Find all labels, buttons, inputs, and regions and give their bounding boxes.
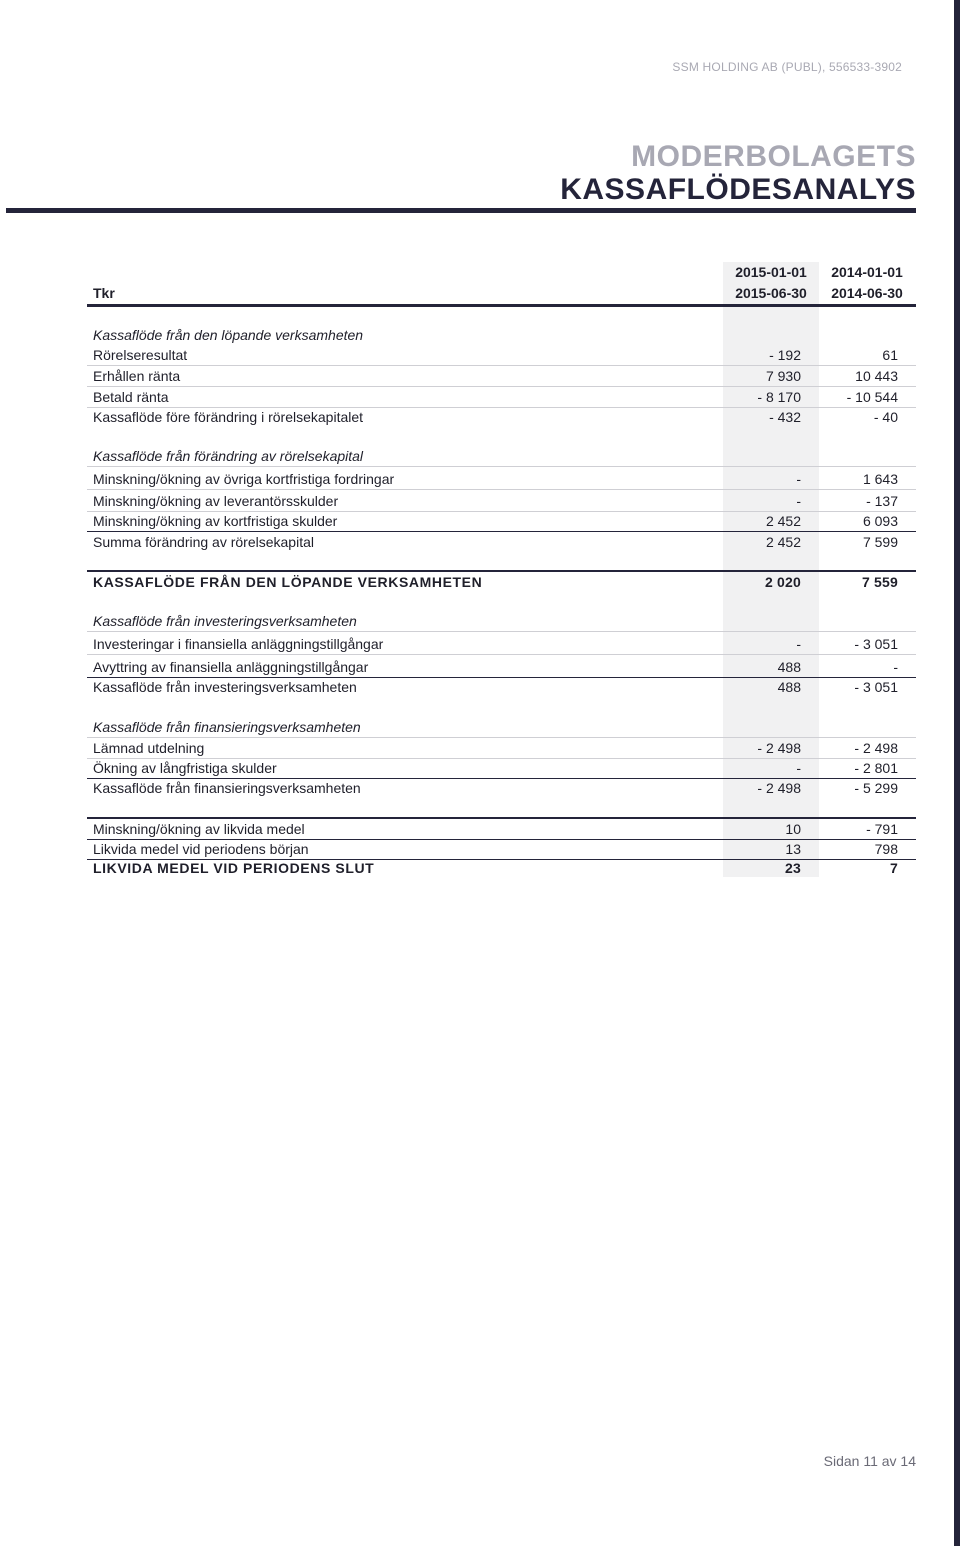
total-row-operating (87, 572, 916, 592)
row-value-2014: 6 093 (862, 513, 898, 529)
row-value-2014: - 5 299 (854, 780, 898, 796)
row-value-2015: 2 020 (764, 574, 801, 590)
section-heading-working-capital (87, 446, 916, 467)
table-row (87, 407, 916, 427)
subtotal-row (87, 677, 916, 697)
row-value-2014: 7 599 (862, 534, 898, 550)
table-row (87, 738, 916, 759)
row-value-2014: - (893, 659, 898, 675)
row-value-2015: - (796, 471, 801, 487)
row-label: Erhållen ränta (93, 368, 181, 384)
row-value-2014: - 791 (866, 821, 898, 837)
row-value-2015: 2 452 (765, 534, 801, 550)
row-label: Minskning/ökning av kortfristiga skulder (93, 513, 338, 529)
row-value-2015: 10 (785, 821, 801, 837)
row-label: Betald ränta (93, 389, 169, 405)
row-label: Kassaflöde från förändring av rörelsekapital (93, 448, 364, 464)
row-value-2014: 798 (874, 841, 898, 857)
row-value-2014: 10 443 (855, 368, 898, 384)
row-value-2014: 61 (882, 347, 898, 363)
title-divider (6, 208, 916, 213)
unit-label: Tkr (93, 285, 115, 301)
row-value-2015: - (796, 636, 801, 652)
section-heading-operating (87, 325, 916, 345)
row-label: Kassaflöde från investeringsverksamheten (93, 679, 357, 695)
col2-period-from: 2014-01-01 (831, 264, 903, 280)
section-heading-investing (87, 611, 916, 632)
table-row (87, 657, 916, 678)
row-value-2015: - 2 498 (757, 780, 801, 796)
table-row (87, 469, 916, 490)
row-value-2014: 7 (890, 860, 898, 876)
row-label: Summa förändring av rörelsekapital (93, 534, 314, 550)
subtotal-row (87, 778, 916, 798)
right-edge-bar (954, 0, 960, 1546)
header-divider (87, 304, 916, 307)
row-value-2014: - 2 498 (854, 740, 898, 756)
row-label: LIKVIDA MEDEL VID PERIODENS SLUT (93, 860, 375, 876)
table-row (87, 366, 916, 387)
row-value-2015: 7 930 (765, 368, 801, 384)
row-value-2015: - (796, 493, 801, 509)
section-heading-financing (87, 717, 916, 738)
row-label: KASSAFLÖDE FRÅN DEN LÖPANDE VERKSAMHETEN (93, 574, 483, 590)
row-label: Lämnad utdelning (93, 740, 205, 756)
row-value-2015: 23 (785, 860, 801, 876)
table-row (87, 819, 916, 840)
row-value-2015: 488 (777, 679, 801, 695)
row-value-2015: - 8 170 (757, 389, 801, 405)
row-label: Likvida medel vid periodens början (93, 841, 309, 857)
table-row (87, 758, 916, 779)
row-value-2014: 7 559 (861, 574, 898, 590)
row-label: Kassaflöde från investeringsverksamheten (93, 613, 357, 629)
table-row (87, 387, 916, 408)
row-label: Rörelseresultat (93, 347, 188, 363)
col1-period-from: 2015-01-01 (735, 264, 807, 280)
row-value-2014: - 40 (873, 409, 898, 425)
row-value-2014: - 137 (866, 493, 898, 509)
row-value-2015: 488 (777, 659, 801, 675)
company-name: SSM HOLDING AB (PUBL), 556533-3902 (672, 60, 902, 74)
table-row (87, 839, 916, 860)
row-value-2015: 13 (785, 841, 801, 857)
row-value-2015: 2 452 (765, 513, 801, 529)
row-value-2014: - 2 801 (854, 760, 898, 776)
row-label: Ökning av långfristiga skulder (93, 760, 277, 776)
row-label: Minskning/ökning av leverantörsskulder (93, 493, 339, 509)
table-row (87, 634, 916, 655)
row-value-2014: - 10 544 (846, 389, 898, 405)
row-value-2015: - 192 (769, 347, 801, 363)
row-label: Kassaflöde från finansieringsverksamheten (93, 780, 361, 796)
page-title-line2: KASSAFLÖDESANALYS (560, 173, 916, 206)
row-label: Investeringar i finansiella anläggningstillgångar (93, 636, 384, 652)
row-value-2015: - (796, 760, 801, 776)
row-label: Kassaflöde före förändring i rörelsekapitalet (93, 409, 364, 425)
col1-period-to: 2015-06-30 (735, 285, 807, 301)
total-row-closing-cash (87, 858, 916, 878)
row-label: Avyttring av finansiella anläggningstillgångar (93, 659, 369, 675)
row-value-2015: - 2 498 (757, 740, 801, 756)
row-label: Kassaflöde från finansieringsverksamheten (93, 719, 361, 735)
row-label: Minskning/ökning av övriga kortfristiga fordringar (93, 471, 395, 487)
table-row (87, 491, 916, 512)
row-value-2014: - 3 051 (854, 679, 898, 695)
row-value-2014: - 3 051 (854, 636, 898, 652)
row-label: Kassaflöde från den löpande verksamheten (93, 327, 364, 343)
row-label: Minskning/ökning av likvida medel (93, 821, 305, 837)
col2-period-to: 2014-06-30 (831, 285, 903, 301)
subtotal-row (87, 532, 916, 552)
table-row (87, 511, 916, 532)
page-title-line1: MODERBOLAGETS (631, 140, 916, 173)
row-value-2014: 1 643 (862, 471, 898, 487)
row-value-2015: - 432 (769, 409, 801, 425)
table-row (87, 345, 916, 366)
page-number: Sidan 11 av 14 (823, 1453, 916, 1469)
